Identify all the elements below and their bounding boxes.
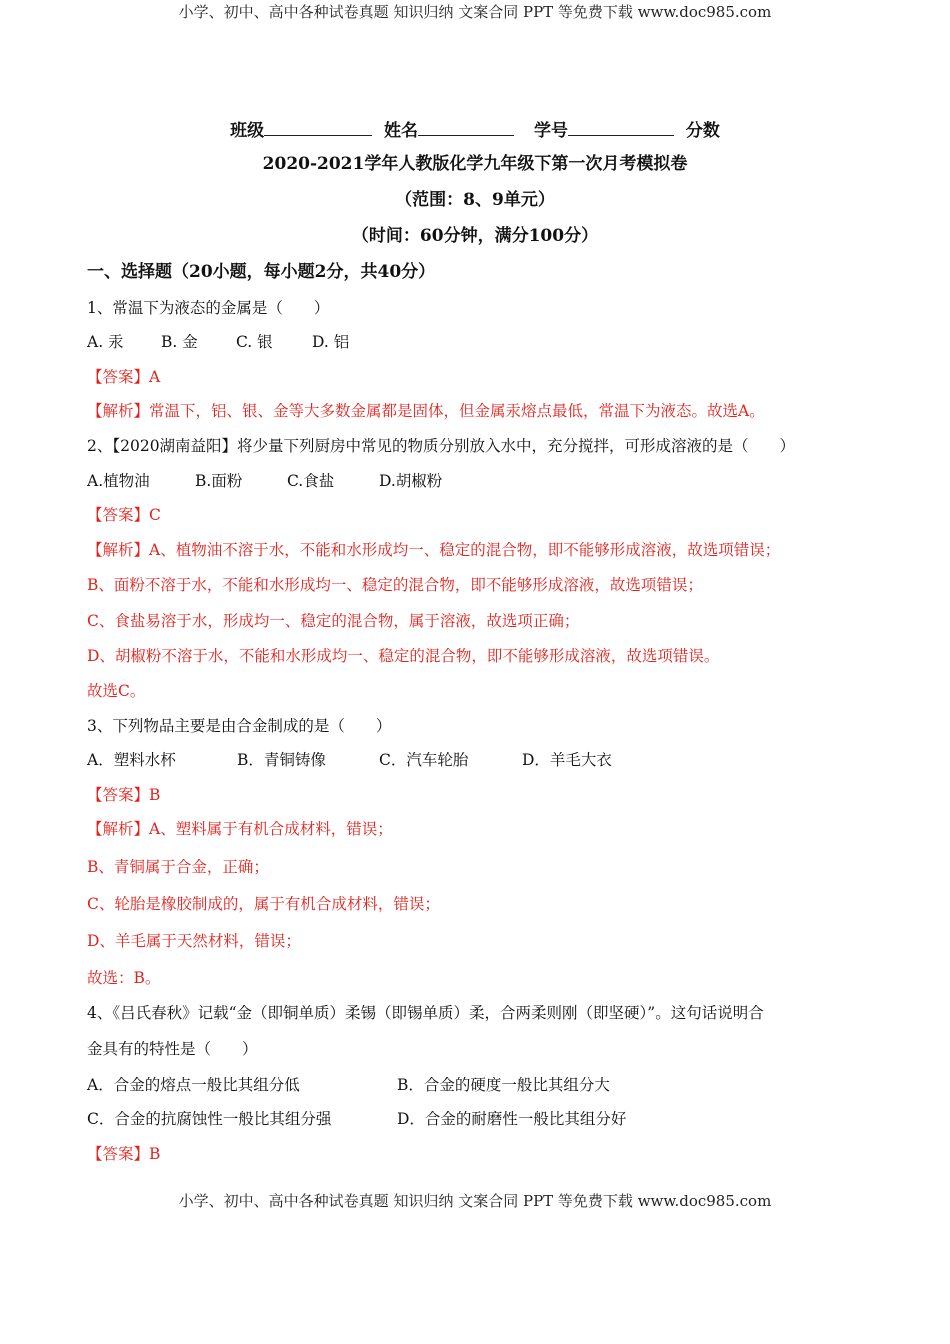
answer: 【答案】C (87, 506, 161, 524)
answer: 【答案】A (87, 368, 161, 386)
analysis-line: 【解析】常温下，铝、银、金等大多数金属都是固体，但金属汞熔点最低，常温下为液态。故选A。 (87, 402, 765, 420)
class-blank[interactable] (264, 119, 372, 136)
analysis-line: B、面粉不溶于水，不能和水形成均一、稳定的混合物，即不能够形成溶液，故选项错误； (87, 576, 703, 594)
analysis-line: C、轮胎是橡胶制成的，属于有机合成材料，错误； (87, 895, 440, 913)
student-info-line (0, 119, 950, 141)
question-stem-continued: 金具有的特性是（ ） (87, 1040, 258, 1058)
student-id-label: 学号 (533, 121, 568, 141)
header-banner: 小学、初中、高中各种试卷真题 知识归纳 文案合同 PPT 等免费下载 www.doc985.com (178, 3, 772, 21)
answer: 【答案】B (87, 786, 161, 804)
option: A．合金的熔点一般比其组分低 (87, 1076, 300, 1094)
footer-banner: 小学、初中、高中各种试卷真题 知识归纳 文案合同 PPT 等免费下载 www.doc985.com (178, 1192, 772, 1210)
option: C.食盐 (287, 472, 335, 490)
name-label: 姓名 (384, 121, 419, 141)
option: A.植物油 (87, 472, 150, 490)
option: D．合金的耐磨性一般比其组分好 (397, 1110, 627, 1128)
analysis-line: C、食盐易溶于水，形成均一、稳定的混合物，属于溶液，故选项正确； (87, 612, 580, 630)
name-blank[interactable] (418, 119, 514, 136)
option: A．塑料水杯 (87, 751, 176, 769)
question-stem: 1、常温下为液态的金属是（ ） (87, 299, 330, 317)
analysis-line: 【解析】A、植物油不溶于水，不能和水形成均一、稳定的混合物，即不能够形成溶液，故选项错误； (87, 541, 781, 559)
question-stem: 2、【2020湖南益阳】将少量下列厨房中常见的物质分别放入水中，充分搅拌，可形成溶液的是（ ） (87, 437, 796, 455)
option: D．羊毛大衣 (522, 751, 612, 769)
class-label: 班级 (230, 121, 265, 141)
page-title: 2020-2021学年人教版化学九年级下第一次月考模拟卷 (262, 154, 688, 174)
analysis-line: 故选C。 (87, 682, 146, 700)
question-stem: 4、《吕氏春秋》记载“金（即铜单质）柔锡（即锡单质）柔，合两柔则刚（即坚硬）”。这句话说明合 (87, 1004, 764, 1022)
option: B．合金的硬度一般比其组分大 (397, 1076, 610, 1094)
question-stem: 3、下列物品主要是由合金制成的是（ ） (87, 717, 392, 735)
option: D.胡椒粉 (379, 472, 443, 490)
analysis-line: D、羊毛属于天然材料，错误； (87, 932, 301, 950)
option: C．汽车轮胎 (379, 751, 469, 769)
analysis-line: D、胡椒粉不溶于水，不能和水形成均一、稳定的混合物，即不能够形成溶液，故选项错误。 (87, 647, 720, 665)
analysis-line: B、青铜属于合金，正确； (87, 858, 269, 876)
section-heading: 一、选择题（20小题，每小题2分，共40分） (87, 262, 436, 282)
option: A. 汞 (87, 333, 124, 351)
option: B.面粉 (195, 472, 243, 490)
option: B．青铜铸像 (237, 751, 326, 769)
option: C. 银 (236, 333, 273, 351)
time-line: （时间：60分钟，满分100分） (351, 226, 599, 246)
option: B. 金 (161, 333, 198, 351)
option: D. 铝 (312, 333, 350, 351)
option: C．合金的抗腐蚀性一般比其组分强 (87, 1110, 332, 1128)
student-id-blank[interactable] (568, 119, 674, 136)
analysis-line: 【解析】A、塑料属于有机合成材料，错误； (87, 820, 393, 838)
analysis-line: 故选：B。 (87, 969, 161, 987)
scope-line: （范围：8、9单元） (395, 190, 555, 210)
score-label: 分数 (685, 121, 720, 141)
answer: 【答案】B (87, 1145, 161, 1163)
